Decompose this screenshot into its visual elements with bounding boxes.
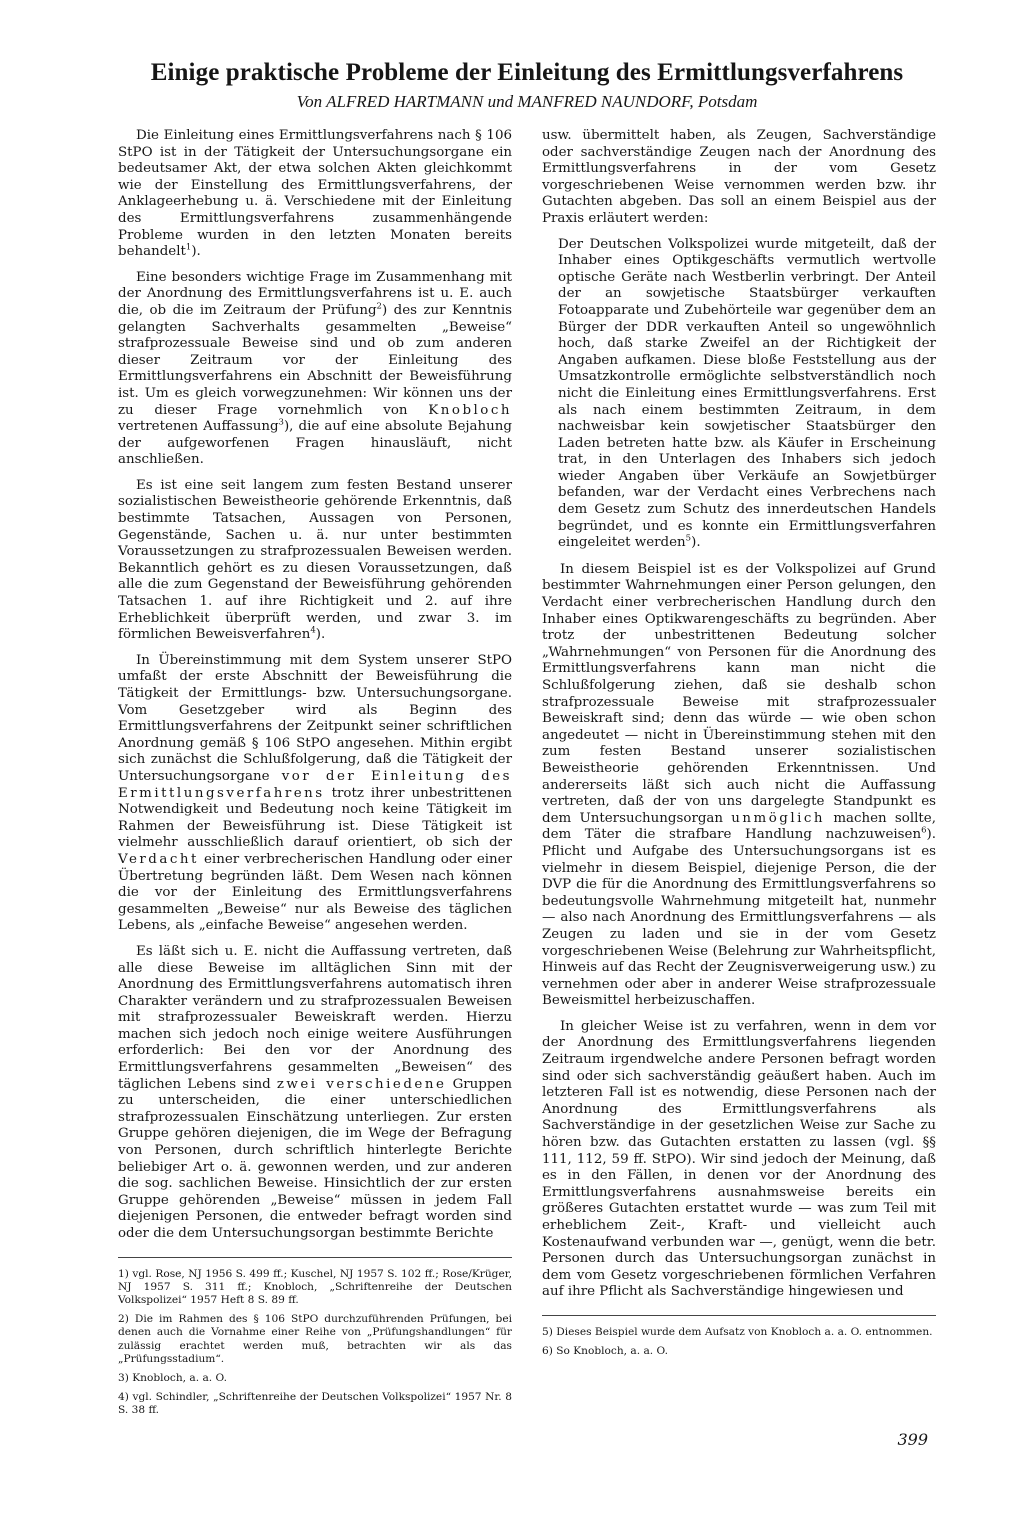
emphasis: vor der Einleitung des Ermittlungsverfahrens [118,768,512,801]
footnote: 5) Dieses Beispiel wurde dem Aufsatz von Knobloch a. a. O. entnommen. [542,1325,933,1338]
footnote-ref: 1 [185,242,192,253]
page-number: 399 [897,1430,928,1449]
left-column [118,128,512,1424]
article-title: Einige praktische Probleme der Einleitung des Ermittlungsverfahrens [150,59,904,86]
paragraph: Es ist eine seit langem zum festen Bestand unserer sozialistischen Beweistheorie gehörende Erkenntnis, daß bestimmte Tatsachen, Aussagen von Personen, Gegenstände, Sachen u. ä. nur unter bestimmten Voraussetzungen zu strafprozessualen Beweisen werden. Bekanntlich gehört es zu diesen Voraussetzungen, daß alle die zum Gegenstand der Beweisführung gehörenden Tatsachen 1. auf ihre Richtigkeit und 2. auf ihre Erheblichkeit überprüft werden, und zwar 3. im förmlichen Beweisverfahren$^4$). [118,477,512,643]
footnote: 2) Die im Rahmen des § 106 StPO durchzuführenden Prüfungen, bei denen auch die Vornahme einer Reihe von „Prüfungshandlungen“ für zulässig erachtet werden muß, betrachten wir als das „Prüfungsstadium“. [118,1313,512,1365]
paragraph: In diesem Beispiel ist es der Volkspolizei auf Grund bestimmter Wahrnehmungen einer Person gelungen, den Verdacht einer verbrecherischen Handlung durch den Inhaber eines Optikwarengeschäfts zu begründen. Aber trotz der unbestrittenen Bedeutung solcher „Wahrnehmungen“ von Personen für die Anordnung des Ermittlungsverfahrens kann man nicht die Schlußfolgerung ziehen, daß sie deshalb schon strafprozessuale Beweise mit strafprozessualer Beweiskraft sind; denn das würde — wie oben schon angedeutet — nicht in Übereinstimmung stehen mit den zum festen Bestand unserer sozialistischen Beweistheorie gehörenden Erkenntnissen. Und andererseits läßt sich auch nicht die Auffassung vertreten, daß der von uns dargelegte Standpunkt es dem Untersuchungsorgan unmöglich machen sollte, dem Täter die strafbare Handlung nachzuweisen$^6$). Pflicht und Aufgabe des Untersuchungsorgans ist es vielmehr in diesem Beispiel, diejenige Person, die der DVP die für die Anordnung des Ermittlungsverfahrens so bedeutungsvolle Wahrnehmung mitgeteilt hat, nunmehr — also nach Anordnung des Ermittlungsverfahrens — als Zeugen zu laden und sie in der vom Gesetz vorgeschriebenen Weise (Belehrung zur Wahrheitspflicht, Hinweis auf das Recht der Zeugnisverweigerung usw.) zu vernehmen oder aber in anderer Weise strafprozessuale Beweismittel herbeizuschaffen. [542,561,936,1009]
paragraph: In gleicher Weise ist zu verfahren, wenn in dem vor der Anordnung des Ermittlungsverfahrens liegenden Zeitraum irgendwelche andere Personen befragt worden sind oder sich sachverständig geäußert haben. Auch im letzteren Fall ist es notwendig, diese Personen nach der Anordnung des Ermittlungsverfahrens als Sachverständige in der gesetzlichen Weise zur Sache zu hören bzw. das Gutachten erstatten zu lassen (vgl. §§ 111, 112, 59 ff. StPO). Wir sind jedoch der Meinung, daß es in den Fällen, in denen vor der Anordnung des Ermittlungsverfahrens ausnahmsweise bereits ein größeres Gutachten erstattet wurde — was zum Teil mit erheblichem Zeit-, Kraft- und vielleicht auch Kostenaufwand verbunden war —, genügt, wenn die betr. Personen durch das Untersuchungsorgan zunächst in dem vom Gesetz vorgeschriebenen förmlichen Verfahren auf ihre Pflicht als Sachverständige hingewiesen und [542,1018,936,1300]
example-text: Der Deutschen Volkspolizei wurde mitgeteilt, daß der Inhaber eines Optikgeschäfts vermutlich wertvolle optische Geräte nach Westberlin verbringt. Der Anteil der an sowjetische Staatsbürger verkauften Fotoapparate und Zubehörteile war gegenüber dem an Bürger der DDR verkauften Anteil so ungewöhnlich hoch, daß starke Zweifel an der Richtigkeit der Angaben aufkamen. Diese bloße Feststellung aus der Umsatzkontrolle ermöglichte selbstverständlich noch nicht die Einleitung eines Ermittlungsverfahrens. Erst als nach einem bestimmten Zeitraum, in dem nachweisbar kein sowjetischer Staatsbürger den Laden betreten hatte bzw. als Käufer in Erscheinung trat, in den Unterlagen des Inhabers sich jedoch wieder Angaben über Verkäufe an Sowjetbürger befanden, war der Verdacht eines Verbrechens nach dem Gesetz zum Schutz des innerdeutschen Handels begründet, und es konnte ein Ermittlungsverfahren eingeleitet werden$^5$). [558,236,936,551]
emphasis: Verdacht [118,851,199,867]
paragraph: usw. übermittelt haben, als Zeugen, Sachverständige oder sachverständige Zeugen nach der Anordnung des Ermittlungsverfahrens in der vom Gesetz vorgeschriebenen Weise vernommen werden bzw. ihr Gutachten abgeben. Das soll an einem Beispiel aus der Praxis erläutert werden: [542,128,936,226]
footnote: 3) Knobloch, a. a. O. [118,1372,227,1385]
example-quote [542,237,936,552]
footnote-ref: 6 [921,825,927,836]
footnote-ref: 4 [310,625,316,636]
paragraph: Die Einleitung eines Ermittlungsverfahrens nach § 106 StPO ist in der Tätigkeit der Untersuchungsorgane ein bedeutsamer Akt, der etwa solchen Akten gleichkommt wie der Einstellung des Ermittlungsverfahrens, der Anklageerhebung u. ä. Verschiedene mit der Einleitung des Ermittlungsverfahrens zusammenhängende Probleme wurden in den letzten Monaten bereits behandelt$^1$). [118,128,512,260]
footnotes-right [542,1315,936,1358]
paragraph: In Übereinstimmung mit dem System unserer StPO umfaßt der erste Abschnitt der Beweisführung die Tätigkeit der Ermittlungs- bzw. Untersuchungsorgane. Vom Gesetzgeber wird als Beginn des Ermittlungsverfahrens der Zeitpunkt seiner schriftlichen Anordnung gemäß § 106 StPO angesehen. Mithin ergibt sich zunächst die Schlußfolgerung, daß die Tätigkeit der Untersuchungsorgane vor der Einleitung des Ermittlungsverfahrens trotz ihrer unbestrittenen Notwendigkeit und Bedeutung noch keine Tätigkeit im Rahmen der Beweisführung ist. Diese Tätigkeit ist vielmehr ausschließlich darauf orientiert, ob sich der Verdacht einer verbrecherischen Handlung oder einer Übertretung begründen läßt. Dem Wesen nach können die vor der Einleitung des Ermittlungsverfahrens gesammelten „Beweise“ nur als Beweise des täglichen Lebens, als „einfache Beweise“ angesehen werden. [118,652,512,934]
footnotes-left [118,1257,512,1418]
footnote: 4) vgl. Schindler, „Schriftenreihe der Deutschen Volkspolizei“ 1957 Nr. 8 S. 38 ff. [118,1391,512,1417]
footnote-ref: 5 [685,533,692,544]
paragraph: Eine besonders wichtige Frage im Zusammenhang mit der Anordnung des Ermittlungsverfahrens ist u. E. auch die, ob die im Zeitraum der Prüfung$^2$) des zur Kenntnis gelangten Sachverhalts gesammelten „Beweise“ strafprozessuale Beweise sind und ob zum anderen dieser Zeitraum vor der Einleitung des Ermittlungsverfahrens ein Abschnitt der Beweisführung ist. Um es gleich vorwegzunehmen: Wir können uns der zu dieser Frage vornehmlich von Knobloch vertretenen Auffassung$^3$), die auf eine absolute Bejahung der aufgeworfenen Fragen hinausläuft, nicht anschließen. [118,269,512,468]
emphasis: zwei verschiedene [276,1076,447,1092]
footnote-ref: 2 [376,301,382,312]
footnote-ref: 3 [278,417,284,428]
emphasis: unmöglich [731,810,826,826]
paragraph: Es läßt sich u. E. nicht die Auffassung vertreten, daß alle diese Beweise im alltäglichen Sinn mit der Anordnung des Ermittlungsverfahrens automatisch ihren Charakter verändern und zu strafprozessualen Beweisen mit strafprozessualer Beweiskraft werden. Hierzu machen sich jedoch noch einige weitere Ausführungen erforderlich: Bei den vor der Anordnung des Ermittlungsverfahrens gesammelten „Beweisen“ des täglichen Lebens sind zwei verschiedene Gruppen zu unterscheiden, die einer unterschiedlichen strafprozessualen Einschätzung unterliegen. Zur ersten Gruppe gehören diejenigen, die im Wege der Befragung von Personen, durch schriftlich hinterlegte Berichte beliebiger Art o. ä. gewonnen werden, und zur anderen die sog. sachlichen Beweise. Hinsichtlich der zur ersten Gruppe gehörenden „Beweise“ müssen in jedem Fall diejenigen Personen, die entweder befragt worden sind oder die dem Untersuchungsorgan bestimmte Berichte [118,943,512,1241]
footnote: 6) So Knobloch, a. a. O. [542,1345,668,1358]
footnote: 1) vgl. Rose, NJ 1956 S. 499 ff.; Kuschel, NJ 1957 S. 102 ff.; Rose/Krüger, NJ 1957 S. 311 ff.; Knobloch, „Schriftenreihe der Deutschen Volkspolizei“ 1957 Heft 8 S. 89 ff. [118,1267,512,1306]
right-column [542,128,936,1364]
article-byline: Von ALFRED HARTMANN und MANFRED NAUNDORF, Potsdam [296,92,758,111]
author-name: Knobloch [428,402,512,418]
